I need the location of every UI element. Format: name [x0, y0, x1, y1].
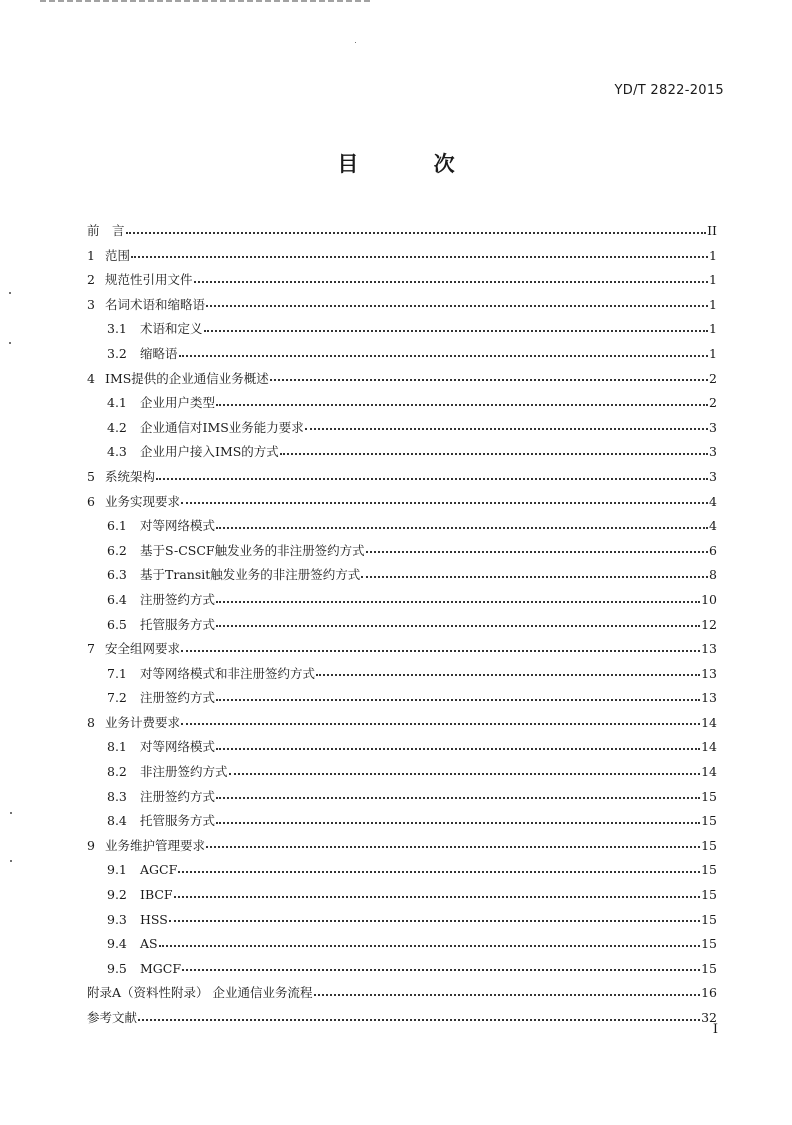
toc-entry-label: 非注册签约方式: [140, 764, 228, 780]
toc-dot-leader: [179, 355, 709, 357]
toc-entry-label: 托管服务方式: [140, 813, 216, 829]
toc-entry-label: 业务实现要求: [105, 493, 181, 509]
toc-entry-number: 6.1: [107, 518, 127, 534]
toc-entry-label: HSS: [140, 911, 168, 927]
toc-entry-number: 8.3: [107, 788, 127, 804]
toc-entry[interactable]: [87, 465, 717, 490]
toc-entry-page: 14: [701, 764, 717, 780]
toc-dot-leader: [206, 305, 708, 307]
scan-speck: [355, 42, 356, 43]
toc-entry-page: 15: [701, 813, 717, 829]
toc-entry[interactable]: [87, 613, 717, 638]
page-title: 目 次: [337, 152, 489, 176]
toc-entry-number: 6: [87, 493, 95, 509]
toc-dot-leader: [216, 699, 700, 701]
toc-dot-leader: [131, 256, 708, 258]
toc-entry-number: 4: [87, 370, 95, 386]
toc-entry-number: 9.4: [107, 936, 127, 952]
toc-dot-leader: [182, 969, 700, 971]
toc-dot-leader: [194, 281, 709, 283]
scan-speck: [10, 860, 12, 862]
toc-dot-leader: [216, 404, 708, 406]
toc-dot-leader: [216, 748, 700, 750]
toc-entry-page: 15: [701, 936, 717, 952]
toc-dot-leader: [314, 994, 701, 996]
toc-entry-label: IBCF: [140, 887, 173, 903]
toc-entry-label: 基于S-CSCF触发业务的非注册签约方式: [140, 542, 365, 558]
toc-entry-label: 对等网络模式: [140, 739, 216, 755]
toc-entry-label: 业务计费要求: [105, 714, 181, 730]
toc-entry-number: 8: [87, 714, 95, 730]
toc-entry-label: 名词术语和缩略语: [105, 296, 206, 312]
toc-entry-page: 1: [709, 247, 717, 263]
toc-dot-leader: [316, 674, 700, 676]
toc-entry-number: 4.3: [107, 444, 127, 460]
toc-entry-label: 范围: [105, 247, 131, 263]
toc-entry-number: 9.1: [107, 862, 127, 878]
toc-dot-leader: [216, 527, 708, 529]
toc-entry[interactable]: [87, 391, 717, 416]
toc-entry-label: 系统架构: [105, 468, 156, 484]
toc-entry[interactable]: [87, 440, 717, 465]
toc-entry-number: 6.4: [107, 591, 127, 607]
toc-entry-page: 3: [709, 419, 717, 435]
toc-entry[interactable]: [87, 342, 717, 367]
toc-entry-number: 8.1: [107, 739, 127, 755]
toc-entry[interactable]: [87, 490, 717, 515]
toc-entry-number: 6.3: [107, 567, 127, 583]
toc-dot-leader: [181, 650, 700, 652]
toc-entry[interactable]: [87, 268, 717, 293]
toc-entry-label: 附录A（资料性附录） 企业通信业务流程: [87, 985, 313, 1001]
toc-entry-number: 8.4: [107, 813, 127, 829]
toc-entry-number: 9.3: [107, 911, 127, 927]
page-folio: I: [712, 1022, 718, 1037]
toc-entry-page: 12: [701, 616, 717, 632]
toc-entry-number: 9.2: [107, 887, 127, 903]
scan-speck: [9, 292, 11, 294]
table-of-contents: [87, 219, 717, 1031]
toc-entry-label: 注册签约方式: [140, 788, 216, 804]
toc-entry-number: 9.5: [107, 960, 127, 976]
toc-entry[interactable]: [87, 293, 717, 318]
toc-entry-page: 2: [709, 370, 717, 386]
toc-entry-label: 企业通信对IMS业务能力要求: [140, 419, 304, 435]
toc-entry-number: 8.2: [107, 764, 127, 780]
toc-entry-page: 15: [701, 788, 717, 804]
toc-entry[interactable]: [87, 637, 717, 662]
toc-entry-page: 16: [701, 985, 717, 1001]
document-code: YD/T 2822-2015: [614, 83, 724, 98]
toc-dot-leader: [156, 478, 708, 480]
toc-entry[interactable]: [87, 785, 717, 810]
toc-entry-label: 企业用户类型: [140, 395, 216, 411]
toc-entry-page: 3: [709, 468, 717, 484]
toc-dot-leader: [178, 871, 700, 873]
toc-dot-leader: [126, 232, 707, 234]
toc-dot-leader: [216, 601, 700, 603]
toc-entry-page: 1: [709, 296, 717, 312]
toc-entry-label: 注册签约方式: [140, 690, 216, 706]
scan-top-rule: [40, 0, 370, 2]
toc-entry-page: 10: [701, 591, 717, 607]
toc-entry[interactable]: [87, 760, 717, 785]
toc-dot-leader: [366, 551, 708, 553]
toc-entry[interactable]: [87, 539, 717, 564]
toc-entry-page: 4: [709, 493, 717, 509]
toc-entry[interactable]: [87, 514, 717, 539]
toc-dot-leader: [216, 797, 700, 799]
toc-entry-number: 4.1: [107, 395, 127, 411]
toc-entry[interactable]: [87, 1006, 717, 1031]
toc-entry-label: 基于Transit触发业务的非注册签约方式: [140, 567, 361, 583]
toc-entry-label: 安全组网要求: [105, 641, 181, 657]
toc-entry-label: AGCF: [140, 862, 178, 878]
toc-entry[interactable]: [87, 416, 717, 441]
toc-entry[interactable]: [87, 957, 717, 982]
toc-entry-label: 托管服务方式: [140, 616, 216, 632]
toc-entry[interactable]: [87, 908, 717, 933]
toc-dot-leader: [181, 502, 708, 504]
toc-entry-label: 企业用户接入IMS的方式: [140, 444, 279, 460]
toc-dot-leader: [206, 846, 700, 848]
toc-entry[interactable]: [87, 662, 717, 687]
toc-entry-page: 4: [709, 518, 717, 534]
toc-entry-label: IMS提供的企业通信业务概述: [105, 370, 269, 386]
toc-entry[interactable]: [87, 932, 717, 957]
toc-entry-number: 2: [87, 272, 95, 288]
toc-dot-leader: [181, 723, 700, 725]
toc-entry-label: 注册签约方式: [140, 591, 216, 607]
toc-entry-number: 7: [87, 641, 95, 657]
toc-entry-label: 规范性引用文件: [105, 272, 193, 288]
toc-entry-number: 4.2: [107, 419, 127, 435]
toc-dot-leader: [305, 428, 708, 430]
toc-entry-page: 3: [709, 444, 717, 460]
toc-entry-page: 2: [709, 395, 717, 411]
toc-entry-page: 6: [709, 542, 717, 558]
toc-entry[interactable]: [87, 981, 717, 1006]
toc-entry[interactable]: [87, 809, 717, 834]
toc-entry-page: 8: [709, 567, 717, 583]
toc-entry[interactable]: [87, 367, 717, 392]
toc-dot-leader: [361, 576, 708, 578]
toc-entry-page: 15: [701, 911, 717, 927]
toc-dot-leader: [216, 625, 700, 627]
toc-entry-number: 3.1: [107, 321, 127, 337]
toc-entry[interactable]: [87, 834, 717, 859]
toc-entry[interactable]: [87, 244, 717, 269]
toc-entry-label: 术语和定义: [140, 321, 203, 337]
toc-entry-label: AS: [140, 936, 158, 952]
toc-entry-number: 7.2: [107, 690, 127, 706]
toc-entry-page: 15: [701, 837, 717, 853]
toc-dot-leader: [204, 330, 709, 332]
toc-entry-page: 32: [701, 1010, 717, 1025]
toc-entry-page: 1: [709, 272, 717, 288]
toc-entry-label: 缩略语: [140, 345, 178, 361]
toc-dot-leader: [280, 453, 708, 455]
toc-entry[interactable]: [87, 686, 717, 711]
toc-entry[interactable]: [87, 219, 717, 244]
toc-entry-number: 1: [87, 247, 95, 263]
toc-entry-page: 14: [701, 739, 717, 755]
toc-entry-label: 对等网络模式和非注册签约方式: [140, 665, 316, 681]
toc-dot-leader: [138, 1019, 700, 1021]
toc-entry-number: 6.2: [107, 542, 127, 558]
toc-entry-number: 6.5: [107, 616, 127, 632]
toc-entry-number: 9: [87, 837, 95, 853]
toc-dot-leader: [169, 920, 700, 922]
toc-entry[interactable]: [87, 735, 717, 760]
toc-dot-leader: [270, 379, 708, 381]
toc-entry[interactable]: [87, 563, 717, 588]
toc-entry-label: 前 言: [87, 223, 125, 238]
toc-entry-number: 3.2: [107, 345, 127, 361]
toc-entry[interactable]: [87, 858, 717, 883]
scan-speck: [10, 812, 12, 814]
toc-entry[interactable]: [87, 588, 717, 613]
toc-entry-page: 14: [701, 714, 717, 730]
toc-dot-leader: [229, 773, 701, 775]
toc-entry-number: 5: [87, 468, 95, 484]
toc-entry-page: II: [707, 223, 717, 238]
toc-entry-number: 3: [87, 296, 95, 312]
toc-entry[interactable]: [87, 711, 717, 736]
toc-entry[interactable]: [87, 883, 717, 908]
toc-entry-page: 15: [701, 862, 717, 878]
toc-entry-page: 1: [709, 345, 717, 361]
toc-entry-page: 1: [709, 321, 717, 337]
toc-dot-leader: [159, 945, 701, 947]
toc-dot-leader: [216, 822, 700, 824]
toc-entry-page: 13: [701, 665, 717, 681]
scan-speck: [9, 342, 11, 344]
toc-entry[interactable]: [87, 317, 717, 342]
toc-entry-label: MGCF: [140, 960, 182, 976]
toc-entry-page: 13: [701, 690, 717, 706]
toc-entry-label: 参考文献: [87, 1010, 138, 1025]
toc-dot-leader: [174, 896, 701, 898]
toc-entry-label: 对等网络模式: [140, 518, 216, 534]
toc-entry-page: 15: [701, 960, 717, 976]
toc-entry-label: 业务维护管理要求: [105, 837, 206, 853]
toc-entry-number: 7.1: [107, 665, 127, 681]
toc-entry-page: 13: [701, 641, 717, 657]
toc-entry-page: 15: [701, 887, 717, 903]
